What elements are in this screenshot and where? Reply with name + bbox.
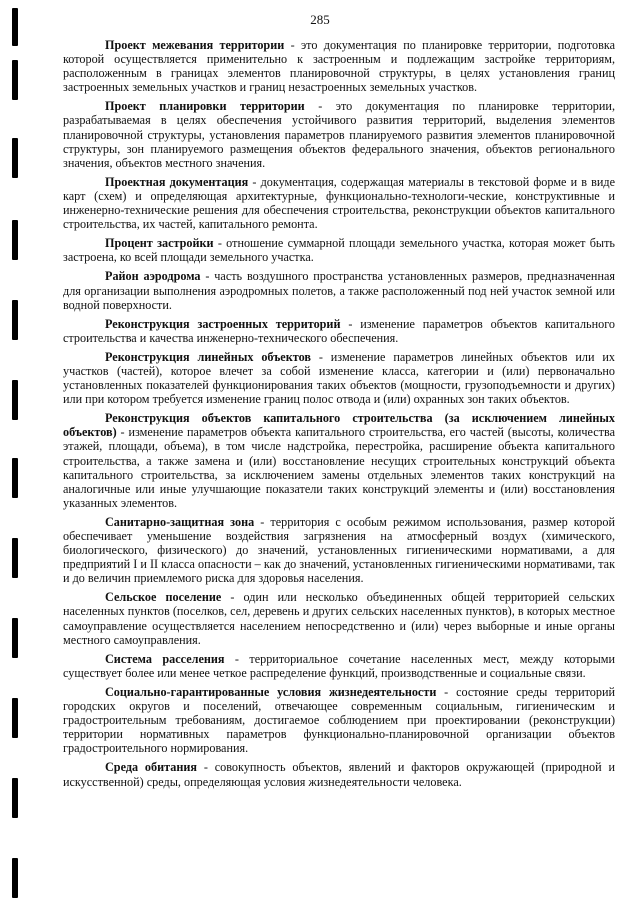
entry-definition: - это документация по планировке территории, подготовка которой осуществляется применительно к застроенным и подлежащим застройке территориям, расположенным в границах элементов планировочной структуры, в целях установления границ застроенных земельных участков и границ незастроенных земельных участков. — [63, 38, 615, 95]
entry-term: Проект планировки территории — [105, 99, 305, 114]
glossary-entry — [63, 317, 615, 345]
entry-term: Сельское поселение — [105, 590, 222, 605]
entry-term: Реконструкция объектов капитального строительства (за исключением линейных объектов) — [63, 411, 615, 440]
binding-holes — [12, 0, 18, 905]
entry-definition: - это документация по планировке территории, разрабатываемая в целях обеспечения устойчивого развития территорий, выделения элементов планировочной структуры, установления параметров планируемого развития элементов планировочной структуры, зон планируемого размещения объектов федерального значения, объектов регионального значения, объектов местного значения. — [63, 99, 615, 170]
entry-definition: - состояние среды территорий городских округов и поселений, отвечающее современным социальным, гигиеническим и градостроительным требованиям, достигаемое соблюдением при проектировании (реконструкции) территории нормативных параметров функционально-планировочной организации объектов градостроительного нормирования. — [63, 684, 615, 756]
entry-term: Процент застройки — [105, 236, 214, 251]
entry-term: Система расселения — [105, 651, 225, 666]
glossary-entry — [63, 685, 615, 755]
entry-definition: - часть воздушного пространства установленных размеров, предназначенная для организации выполнения аэродромных полетов, а также расположенный под ней участок земной или водной поверхности. — [63, 269, 615, 312]
entry-definition: - изменение параметров линейных объектов или их участков (частей), которое влечет за собой изменение класса, категории и (или) первоначально установленных показателей функционирования таких объектов (мощности, грузоподъемности и других) или при котором требуется изменение границ полос отвода и (или) охранных зон таких объектов. — [63, 349, 615, 407]
entry-definition: - изменение параметров объекта капитального строительства, его частей (высоты, количества этажей, площади, объема), в том числе надстройка, перестройка, расширение объекта капитального строительства, а также замена и (или) восстановление несущих строительных конструкций объекта капитального строительства, за исключением замены отдельных элементов таких конструкций на аналогичные или иные улучшающие показатели таких конструкций элементы и (или) восстановления указанных элементов. — [63, 425, 615, 510]
glossary-entry — [63, 760, 615, 788]
entry-term: Проектная документация — [105, 174, 249, 189]
page-number: 285 — [310, 12, 330, 27]
entry-definition: - отношение суммарной площади земельного участка, которая может быть застроена, ко всей площади земельного участка. — [63, 236, 615, 265]
glossary-entry — [63, 236, 615, 264]
entry-term: Социально-гарантированные условия жизнедеятельности — [105, 684, 437, 699]
glossary-content — [63, 38, 615, 794]
glossary-entry — [63, 515, 615, 585]
entry-term: Среда обитания — [105, 760, 197, 775]
glossary-entry — [63, 652, 615, 680]
glossary-entry — [63, 411, 615, 510]
glossary-entry — [63, 38, 615, 94]
entry-term: Проект межевания территории — [105, 38, 285, 52]
entry-term: Реконструкция линейных объектов — [105, 349, 311, 364]
glossary-entry — [63, 99, 615, 169]
entry-term: Реконструкция застроенных территорий — [105, 316, 341, 331]
entry-definition: - документация, содержащая материалы в текстовой форме и в виде карт (схем) и определяющая архитектурные, функционально-технологи-ческие, конструктивные и инженерно-технические решения для обеспечения строительства, реконструкции объектов капитального строительства, их частей, капитального ремонта. — [63, 174, 615, 232]
entry-term: Санитарно-защитная зона — [105, 514, 255, 529]
entry-term: Район аэродрома — [105, 269, 201, 284]
glossary-entry — [63, 175, 615, 231]
entry-definition: - территория с особым режимом использования, размер которой обеспечивает уменьшение воздействия загрязнения на атмосферный воздух (химического, биологического, физического) до значений, установленных гигиеническими нормативами, а для предприятий I и II класса опасности – как до значений, установленных гигиеническими нормативами, так и до величин приемлемого риска для здоровья населения. — [63, 514, 616, 586]
entry-definition: - изменение параметров объектов капитального строительства и качества инженерно-технического обеспечения. — [63, 316, 615, 345]
glossary-entry — [63, 590, 615, 646]
entry-definition: - один или несколько объединенных общей территорией сельских населенных пунктов (поселков, сел, деревень и других сельских населенных пунктов), в которых местное самоуправление осуществляется населением непосредственно и (или) через выборные и иные органы местного самоуправления. — [63, 590, 616, 647]
entry-definition: - совокупность объектов, явлений и факторов окружающей (природной и искусственной) среды, определяющая условия жизнедеятельности человека. — [63, 760, 615, 789]
glossary-entry — [63, 350, 615, 406]
glossary-entry — [63, 269, 615, 311]
entry-definition: - территориальное сочетание населенных мест, между которыми существует более или менее четкое распределение функций, производственные и социальные связи. — [63, 651, 616, 680]
